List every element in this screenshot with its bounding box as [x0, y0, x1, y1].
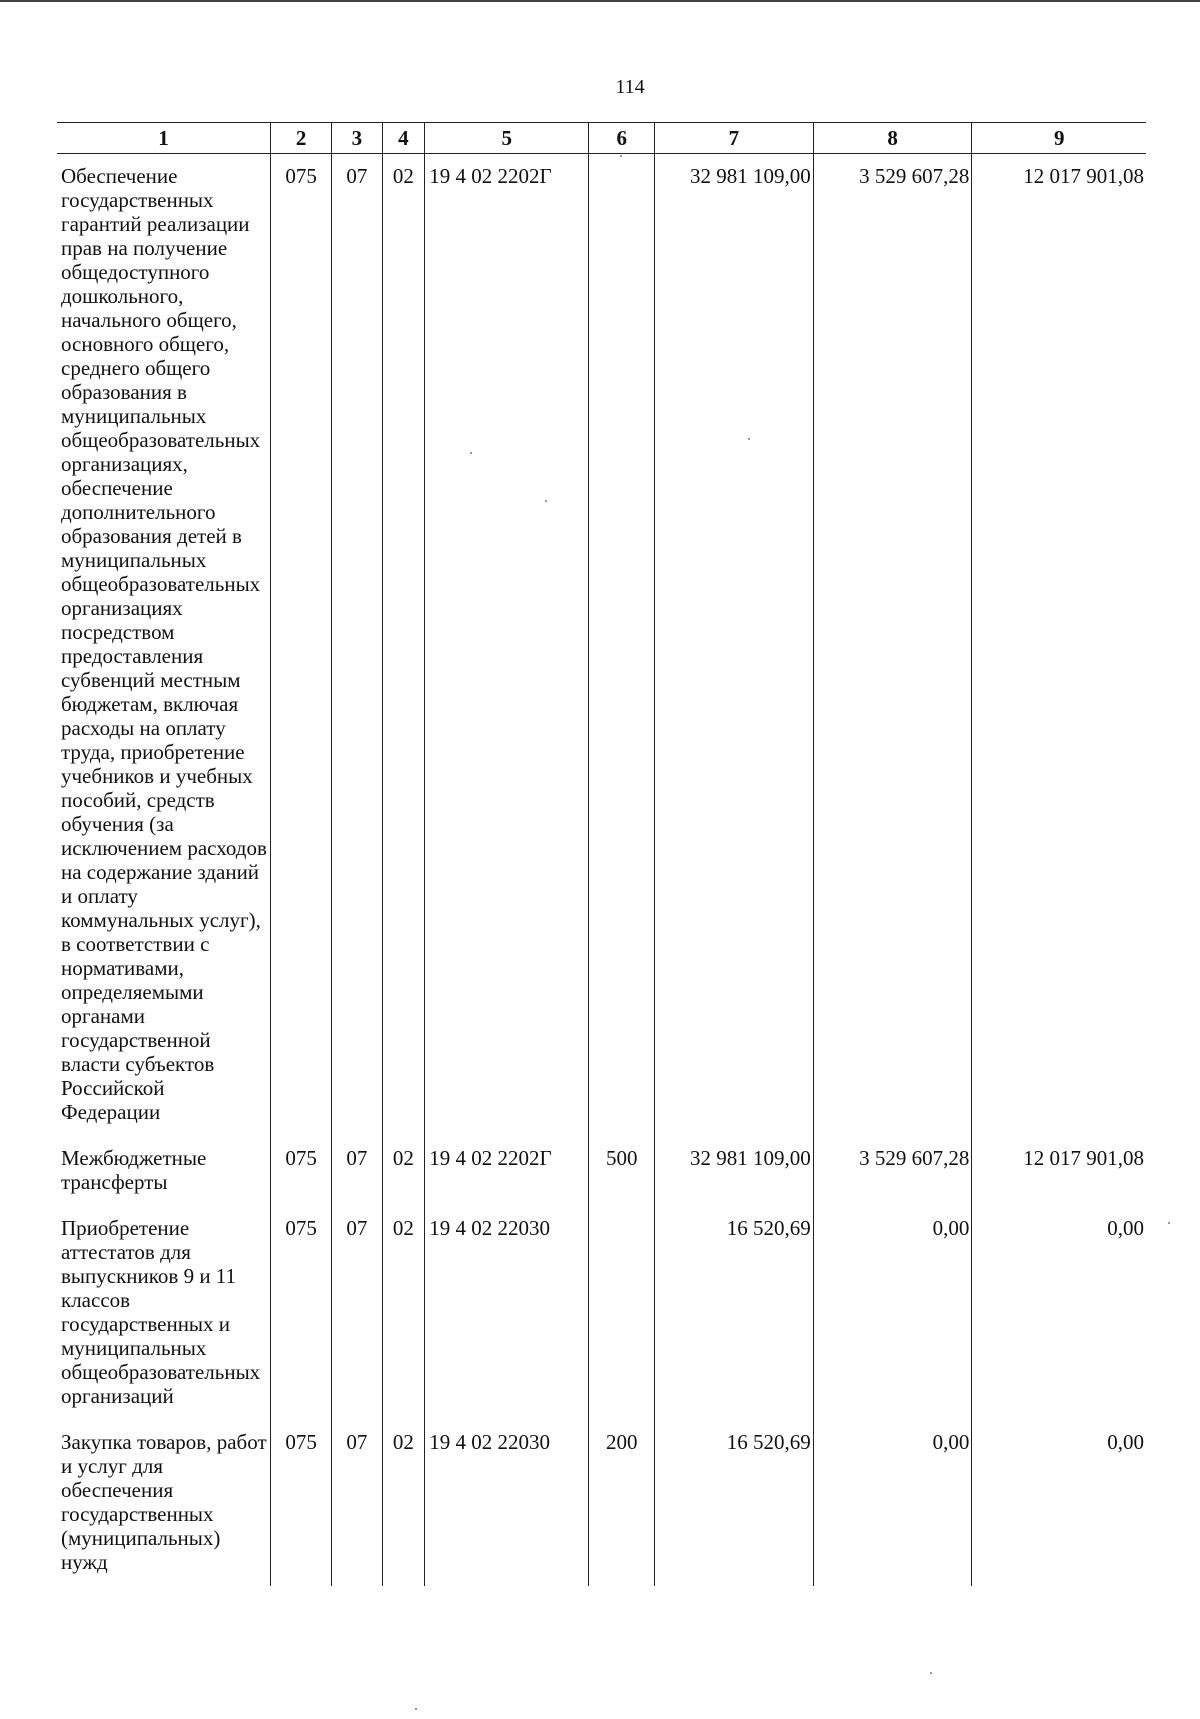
scan-speck [415, 1708, 417, 1710]
subsection-cell: 02 [382, 1206, 425, 1420]
amount-col7-cell: 32 981 109,00 [655, 1136, 814, 1206]
page-number: 114 [615, 76, 645, 98]
subsection-cell: 02 [382, 154, 425, 1137]
scan-speck [620, 155, 622, 157]
scan-speck [1168, 1222, 1170, 1224]
expense-type-cell: 500 [589, 1136, 655, 1206]
scan-speck [748, 438, 750, 440]
target-article-cell: 19 4 02 2202Г [425, 154, 589, 1137]
column-header-2: 2 [270, 123, 331, 154]
table-row [57, 154, 1146, 1137]
row-name: Межбюджетные трансферты [61, 1146, 207, 1194]
scan-speck [470, 452, 472, 454]
amount-col7-cell: 16 520,69 [655, 1420, 814, 1586]
column-header-5: 5 [425, 123, 589, 154]
admin-code-cell: 075 [270, 154, 331, 1137]
subsection-cell: 02 [382, 1136, 425, 1206]
top-border-line [0, 0, 1200, 2]
section-cell: 07 [332, 1206, 382, 1420]
header-row [57, 123, 1146, 154]
amount-col7-cell: 16 520,69 [655, 1206, 814, 1420]
scan-speck [930, 1672, 932, 1674]
scan-speck [545, 500, 547, 502]
target-article-cell: 19 4 02 22030 [425, 1420, 589, 1586]
row-name-cell [57, 1136, 270, 1206]
expense-type-cell [589, 154, 655, 1137]
table-row [57, 1420, 1146, 1586]
column-header-6: 6 [589, 123, 655, 154]
amount-col8-cell: 3 529 607,28 [813, 154, 972, 1137]
admin-code-cell: 075 [270, 1420, 331, 1586]
target-article-cell: 19 4 02 22030 [425, 1206, 589, 1420]
section-cell: 07 [332, 1136, 382, 1206]
amount-col8-cell: 0,00 [813, 1206, 972, 1420]
admin-code-cell: 075 [270, 1136, 331, 1206]
section-cell: 07 [332, 154, 382, 1137]
amount-col9-cell: 0,00 [972, 1206, 1146, 1420]
admin-code-cell: 075 [270, 1206, 331, 1420]
amount-col9-cell: 12 017 901,08 [972, 154, 1146, 1137]
column-header-7: 7 [655, 123, 814, 154]
amount-col8-cell: 3 529 607,28 [813, 1136, 972, 1206]
amount-col8-cell: 0,00 [813, 1420, 972, 1586]
row-name: Обеспечение государственных гарантий реализации прав на получение общедоступного дошкольного, начального общего, основного общего, среднего общего образования в муниципальных общеобразовательных организациях, обеспечение дополнительного образования детей в муниципальных общеобразовательных организациях посредством предоставления субвенций местным бюджетам, включая расходы на оплату труда, приобретение учебников и учебных пособий, средств обучения (за исключением расходов на содержание зданий и оплату коммунальных услуг), в соответствии с нормативами, определяемыми органами государственной власти субъектов Российской Федерации [61, 164, 267, 1124]
column-header-8: 8 [813, 123, 972, 154]
column-header-9: 9 [972, 123, 1146, 154]
table-row [57, 1206, 1146, 1420]
column-header-3: 3 [332, 123, 382, 154]
amount-col9-cell: 12 017 901,08 [972, 1136, 1146, 1206]
table-row [57, 1136, 1146, 1206]
row-name: Закупка товаров, работ и услуг для обеспечения государственных (муниципальных) нужд [61, 1430, 267, 1574]
budget-table [57, 122, 1146, 1586]
row-name-cell [57, 1206, 270, 1420]
column-header-1: 1 [57, 123, 270, 154]
expense-type-cell: 200 [589, 1420, 655, 1586]
subsection-cell: 02 [382, 1420, 425, 1586]
target-article-cell: 19 4 02 2202Г [425, 1136, 589, 1206]
amount-col7-cell: 32 981 109,00 [655, 154, 814, 1137]
row-name-cell [57, 154, 270, 1137]
expense-type-cell [589, 1206, 655, 1420]
column-header-4: 4 [382, 123, 425, 154]
section-cell: 07 [332, 1420, 382, 1586]
amount-col9-cell: 0,00 [972, 1420, 1146, 1586]
row-name-cell [57, 1420, 270, 1586]
row-name: Приобретение аттестатов для выпускников 9 и 11 классов государственных и муниципальных общеобразовательных организаций [61, 1216, 261, 1408]
